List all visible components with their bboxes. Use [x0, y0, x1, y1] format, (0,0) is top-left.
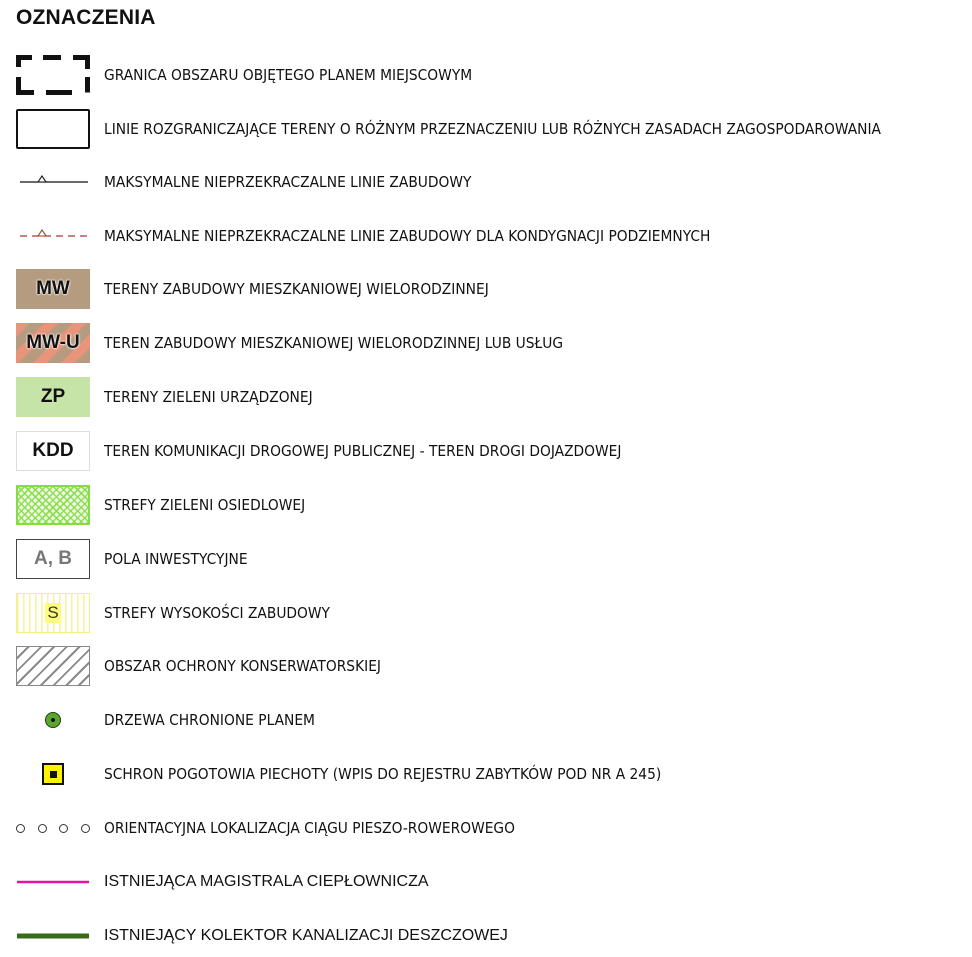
investment-fields-symbol: A, B	[16, 539, 90, 579]
legend-item-strefy-wysokosci	[0, 593, 972, 633]
legend-item-mw-u	[0, 323, 972, 363]
legend-label-linie-zabudowy-podziemne: MAKSYMALNE NIEPRZEKRACZALNE LINIE ZABUDOWY DLA KONDYGNACJI PODZIEMNYCH	[104, 227, 711, 245]
legend-label-drzewa: DRZEWA CHRONIONE PLANEM	[104, 711, 315, 729]
legend-label-pola-inwestycyjne: POLA INWESTYCYJNE	[104, 550, 248, 568]
legend-item-schron	[0, 754, 972, 794]
green-zone-hatch-symbol	[16, 485, 90, 525]
legend-label-strefy-wysokosci: STREFY WYSOKOŚCI ZABUDOWY	[104, 604, 330, 622]
legend-item-zp	[0, 377, 972, 417]
legend-item-mw	[0, 269, 972, 309]
legend-label-granica: GRANICA OBSZARU OBJĘTEGO PLANEM MIEJSCOWYM	[104, 66, 473, 84]
legend-item-strefy-zieleni	[0, 485, 972, 525]
legend-label-mw: TERENY ZABUDOWY MIESZKANIOWEJ WIELORODZINNEJ	[104, 280, 489, 298]
height-zone-symbol	[16, 593, 90, 633]
path-circle-icon	[16, 824, 25, 833]
mw-zone-symbol: MW	[16, 269, 90, 309]
legend-label-linie-rozgraniczajace: LINIE ROZGRANICZAJĄCE TERENY O RÓŻNYM PRZEZNACZENIU LUB RÓŻNYCH ZASADACH ZAGOSPODAROWANIA	[104, 120, 881, 138]
path-circle-icon	[38, 824, 47, 833]
legend-label-linie-zabudowy: MAKSYMALNE NIEPRZEKRACZALNE LINIE ZABUDOWY	[104, 173, 472, 191]
legend-label-mw-u: TEREN ZABUDOWY MIESZKANIOWEJ WIELORODZINNEJ LUB USŁUG	[104, 334, 564, 352]
underground-building-line-symbol	[16, 216, 90, 256]
legend-item-kdd	[0, 431, 972, 471]
legend-label-ciag-pieszo-rowerowy: ORIENTACYJNA LOKALIZACJA CIĄGU PIESZO-ROWEROWEGO	[104, 819, 515, 837]
legend-item-linie-zabudowy-podziemne	[0, 216, 972, 256]
legend-item-granica	[0, 55, 972, 95]
legend-label-kolektor: ISTNIEJĄCY KOLEKTOR KANALIZACJI DESZCZOWEJ	[104, 927, 508, 944]
shelter-symbol	[16, 754, 90, 794]
legend-item-linie-zabudowy	[0, 162, 972, 202]
tree-dot-icon	[45, 712, 61, 728]
legend-label-strefy-zieleni: STREFY ZIELENI OSIEDLOWEJ	[104, 496, 306, 514]
legend-label-schron: SCHRON POGOTOWIA PIECHOTY (WPIS DO REJESTRU ZABYTKÓW POD NR A 245)	[104, 765, 662, 783]
legend-item-ciag-pieszo-rowerowy	[0, 808, 972, 848]
legend-item-ochrona-konserwatorska	[0, 646, 972, 686]
legend-label-kdd: TEREN KOMUNIKACJI DROGOWEJ PUBLICZNEJ - TEREN DROGI DOJAZDOWEJ	[104, 442, 622, 460]
protected-tree-icon	[16, 700, 90, 740]
pedestrian-cycle-path-symbol	[16, 808, 90, 848]
legend-item-pola-inwestycyjne	[0, 539, 972, 579]
conservation-hatch-symbol	[16, 646, 90, 686]
kdd-zone-symbol: KDD	[16, 431, 90, 471]
path-circle-icon	[59, 824, 68, 833]
path-circle-icon	[81, 824, 90, 833]
legend-label-zp: TERENY ZIELENI URZĄDZONEJ	[104, 388, 313, 406]
dividing-lines-symbol	[16, 109, 90, 149]
legend-item-drzewa	[0, 700, 972, 740]
mw-u-zone-symbol: MW-U	[16, 323, 90, 363]
building-line-symbol	[16, 162, 90, 202]
height-zone-code: S	[47, 603, 59, 622]
zp-zone-symbol: ZP	[16, 377, 90, 417]
heat-main-line-symbol	[16, 862, 90, 902]
legend-item-linie-rozgraniczajace	[0, 109, 972, 149]
storm-sewer-line-symbol	[16, 916, 90, 956]
legend-label-magistrala: ISTNIEJĄCA MAGISTRALA CIEPŁOWNICZA	[104, 873, 429, 890]
shelter-square-icon	[42, 763, 64, 785]
plan-boundary-symbol	[16, 55, 90, 95]
legend-item-magistrala	[0, 862, 972, 902]
legend-label-ochrona-konserwatorska: OBSZAR OCHRONY KONSERWATORSKIEJ	[104, 657, 381, 675]
legend-item-kolektor	[0, 916, 972, 956]
legend-title: OZNACZENIA	[16, 6, 156, 29]
